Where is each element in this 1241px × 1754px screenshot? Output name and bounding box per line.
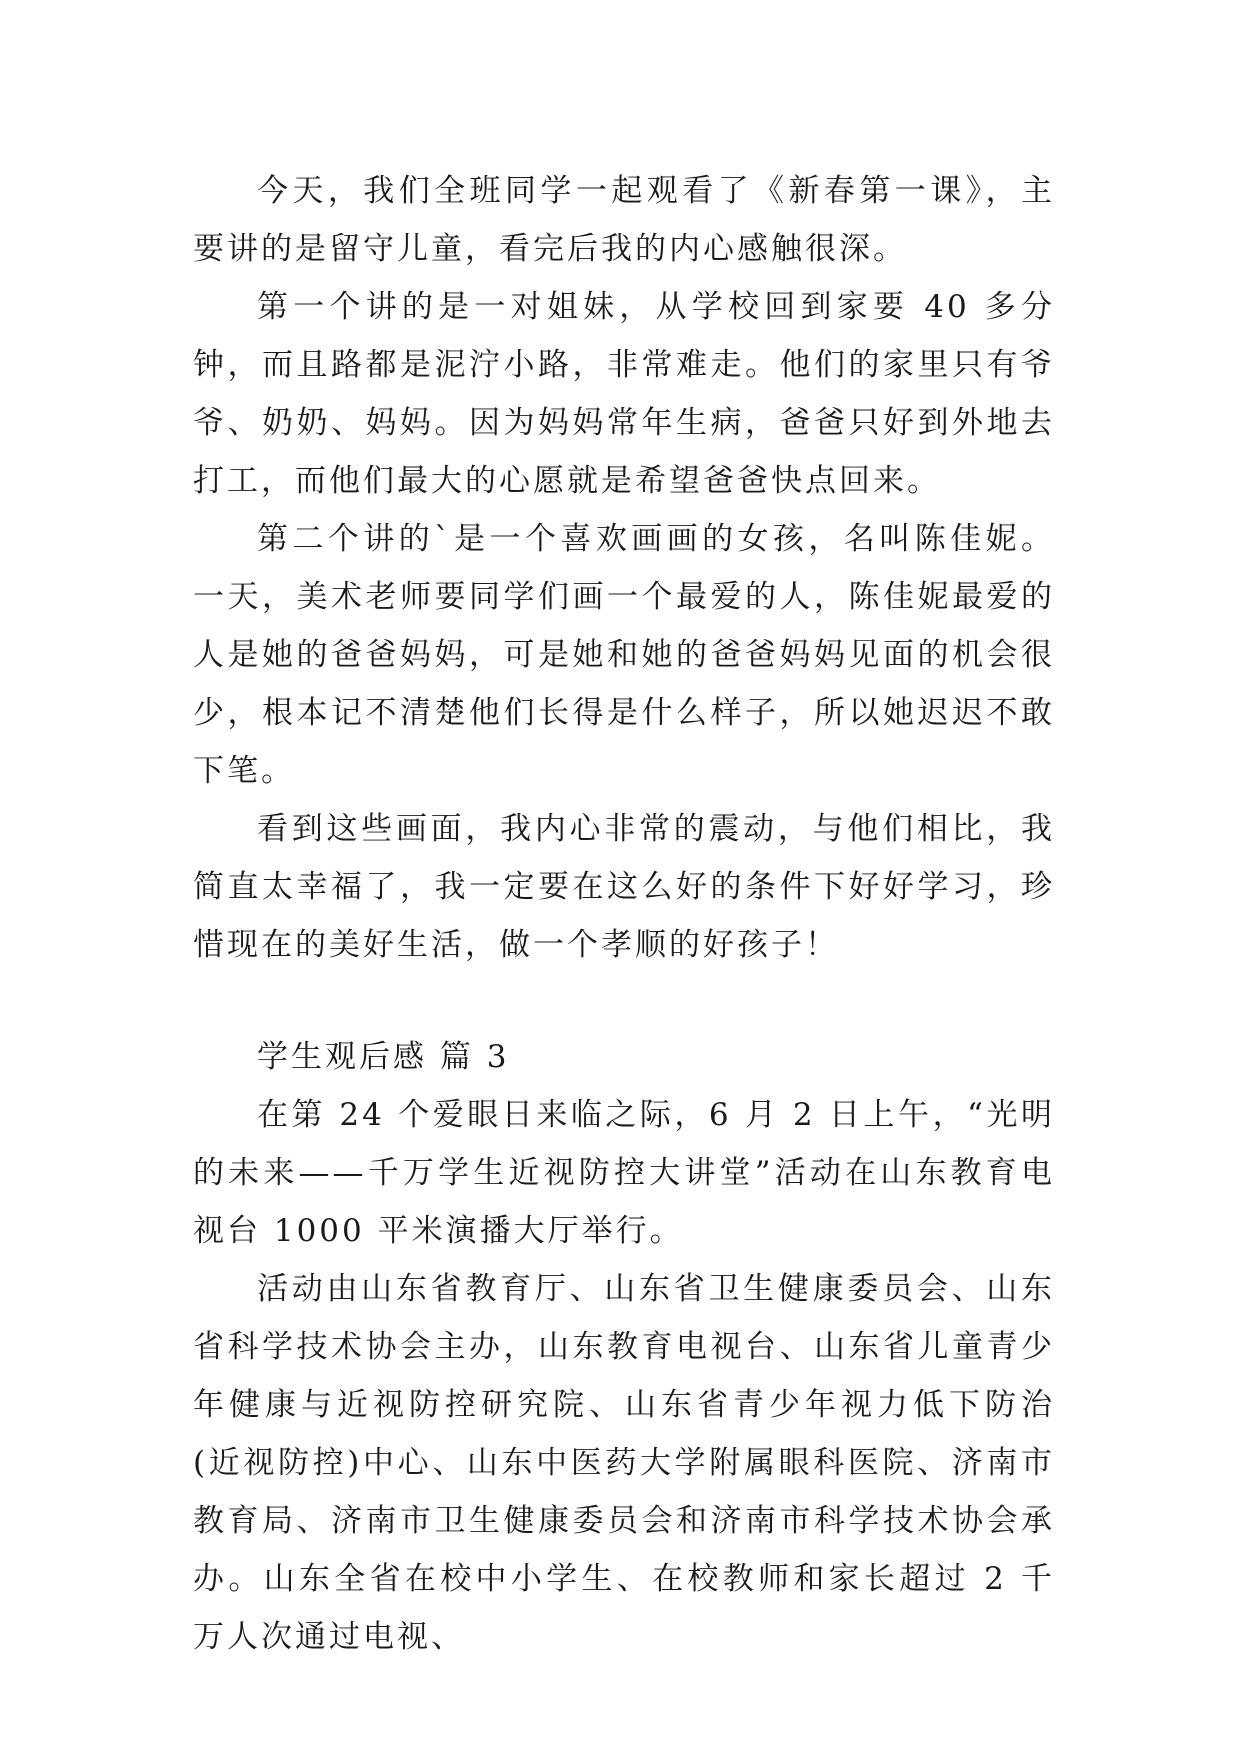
paragraph: 活动由山东省教育厅、山东省卫生健康委员会、山东省科学技术协会主办，山东教育电视台、山东省儿童青少年健康与近视防控研究院、山东省青少年视力低下防治(近视防控)中心、山东中医药大学附属眼科医院、济南市教育局、济南市卫生健康委员会和济南市科学技术协会承办。山东全省在校中小学生、在校教师和家长超过 2 千万人次通过电视、 bbox=[193, 1271, 1055, 1655]
paragraph: 看到这些画面，我内心非常的震动，与他们相比，我简直太幸福了，我一定要在这么好的条件下好好学习，珍惜现在的美好生活，做一个孝顺的好孩子！ bbox=[193, 811, 1055, 963]
section-heading: 学生观后感 篇 3 bbox=[257, 1039, 510, 1075]
document-body bbox=[193, 162, 1055, 1666]
section-gap bbox=[193, 974, 1055, 1028]
paragraph: 在第 24 个爱眼日来临之际，6 月 2 日上午，“光明的未来——千万学生近视防控大讲堂”活动在山东教育电视台 1000 平米演播大厅举行。 bbox=[193, 1097, 1055, 1249]
paragraph: 今天，我们全班同学一起观看了《新春第一课》，主要讲的是留守儿童，看完后我的内心感触很深。 bbox=[193, 173, 1055, 267]
paragraph: 第一个讲的是一对姐妹，从学校回到家要 40 多分钟，而且路都是泥泞小路，非常难走。他们的家里只有爷爷、奶奶、妈妈。因为妈妈常年生病，爸爸只好到外地去打工，而他们最大的心愿就是希望爸爸快点回来。 bbox=[193, 289, 1055, 499]
paragraph: 第二个讲的`是一个喜欢画画的女孩，名叫陈佳妮。一天，美术老师要同学们画一个最爱的人，陈佳妮最爱的人是她的爸爸妈妈，可是她和她的爸爸妈妈见面的机会很少，根本记不清楚他们长得是什么样子，所以她迟迟不敢下笔。 bbox=[193, 521, 1055, 789]
